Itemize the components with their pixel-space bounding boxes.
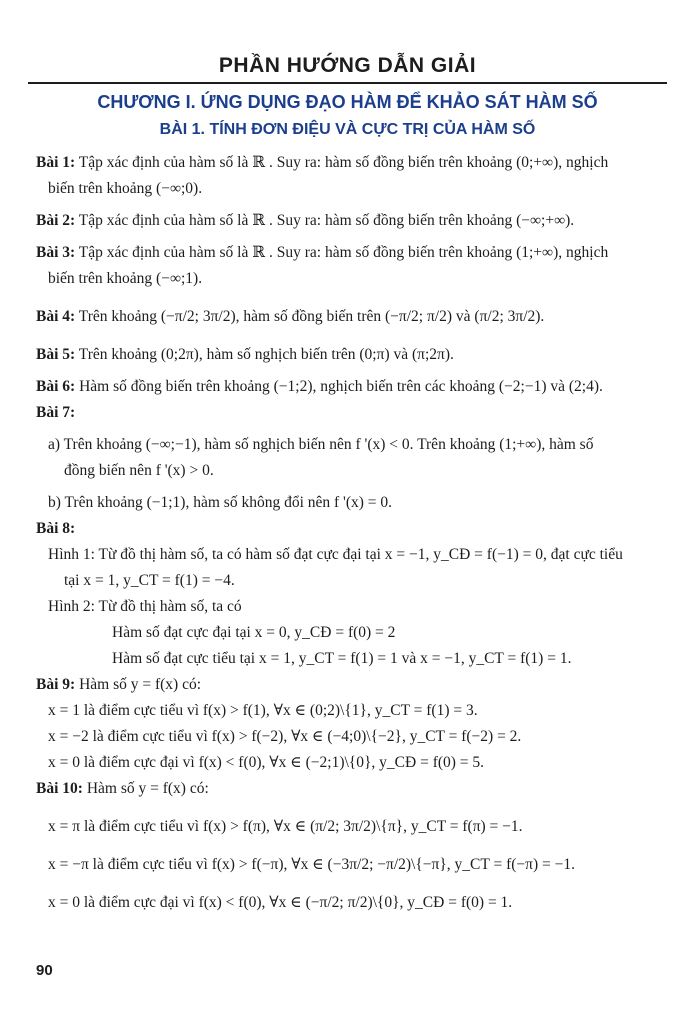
line-text: Hình 1: Từ đồ thị hàm số, ta có hàm số đạt cực đại tại x = −1, y_CĐ = f(−1) = 0, đạt cực tiểu bbox=[48, 546, 623, 563]
text-line bbox=[36, 890, 668, 916]
solutions-body bbox=[36, 150, 668, 916]
line-text: Hình 2: Từ đồ thị hàm số, ta có bbox=[48, 598, 242, 615]
line-text: Trên khoảng (−π/2; 3π/2), hàm số đồng biến trên (−π/2; π/2) và (π/2; 3π/2). bbox=[75, 308, 545, 325]
line-text: x = π là điểm cực tiểu vì f(x) > f(π), ∀x ∈ (π/2; 3π/2)\{π}, y_CT = f(π) = −1. bbox=[48, 818, 523, 835]
text-line bbox=[36, 568, 668, 594]
page-number: 90 bbox=[36, 962, 53, 979]
exercise-label: Bài 1: bbox=[36, 154, 76, 171]
line-text: Hàm số y = f(x) có: bbox=[75, 676, 202, 693]
line-text: đồng biến nên f '(x) > 0. bbox=[64, 462, 214, 479]
lesson-heading: BÀI 1. TÍNH ĐƠN ĐIỆU VÀ CỰC TRỊ CỦA HÀM SỐ bbox=[159, 121, 536, 138]
exercise-label: Bài 8: bbox=[36, 520, 76, 537]
text-line bbox=[36, 266, 668, 292]
text-line bbox=[36, 776, 668, 802]
line-text: Tập xác định của hàm số là ℝ . Suy ra: hàm số đồng biến trên khoảng (−∞;+∞). bbox=[75, 212, 575, 229]
line-text: tại x = 1, y_CT = f(1) = −4. bbox=[64, 572, 235, 589]
line-text: biến trên khoảng (−∞;1). bbox=[48, 270, 203, 287]
text-line bbox=[36, 240, 668, 266]
line-text: x = −2 là điểm cực tiểu vì f(x) > f(−2), ∀x ∈ (−4;0)\{−2}, y_CT = f(−2) = 2. bbox=[48, 728, 522, 745]
exercise-label: Bài 5: bbox=[36, 346, 76, 363]
text-line bbox=[36, 516, 668, 542]
text-line bbox=[36, 150, 668, 176]
line-text: Trên khoảng (0;2π), hàm số nghịch biến trên (0;π) và (π;2π). bbox=[75, 346, 454, 363]
main-title: PHẦN HƯỚNG DẪN GIẢI bbox=[218, 54, 477, 77]
line-text: Tập xác định của hàm số là ℝ . Suy ra: hàm số đồng biến trên khoảng (1;+∞), nghịch bbox=[75, 244, 609, 261]
exercise-label: Bài 10: bbox=[36, 780, 83, 797]
line-text: b) Trên khoảng (−1;1), hàm số không đổi nên f '(x) = 0. bbox=[48, 494, 393, 511]
text-line bbox=[36, 724, 668, 750]
text-line bbox=[36, 176, 668, 202]
exercise-label: Bài 9: bbox=[36, 676, 76, 693]
text-line bbox=[36, 374, 668, 400]
line-text: Tập xác định của hàm số là ℝ . Suy ra: hàm số đồng biến trên khoảng (0;+∞), nghịch bbox=[75, 154, 609, 171]
text-line bbox=[36, 304, 668, 330]
text-line bbox=[36, 750, 668, 776]
line-text: Hàm số đạt cực đại tại x = 0, y_CĐ = f(0) = 2 bbox=[112, 624, 396, 641]
title-rule bbox=[28, 82, 667, 84]
text-line bbox=[36, 342, 668, 368]
text-line bbox=[36, 646, 668, 672]
chapter-heading: CHƯƠNG I. ỨNG DỤNG ĐẠO HÀM ĐỂ KHẢO SÁT HÀM SỐ bbox=[97, 92, 598, 112]
line-text: Hàm số y = f(x) có: bbox=[82, 780, 209, 797]
text-line bbox=[36, 208, 668, 234]
text-line bbox=[36, 814, 668, 840]
exercise-label: Bài 4: bbox=[36, 308, 76, 325]
text-line bbox=[36, 852, 668, 878]
line-text: x = 0 là điểm cực đại vì f(x) < f(0), ∀x ∈ (−2;1)\{0}, y_CĐ = f(0) = 5. bbox=[48, 754, 485, 771]
text-line bbox=[36, 400, 668, 426]
text-line bbox=[36, 458, 668, 484]
text-line bbox=[36, 698, 668, 724]
text-line bbox=[36, 490, 668, 516]
line-text: x = −π là điểm cực tiểu vì f(x) > f(−π), ∀x ∈ (−3π/2; −π/2)\{−π}, y_CT = f(−π) = −1. bbox=[48, 856, 575, 873]
line-text: x = 0 là điểm cực đại vì f(x) < f(0), ∀x ∈ (−π/2; π/2)\{0}, y_CĐ = f(0) = 1. bbox=[48, 894, 513, 911]
line-text: Hàm số đồng biến trên khoảng (−1;2), nghịch biến trên các khoảng (−2;−1) và (2;4). bbox=[75, 378, 603, 395]
line-text: biến trên khoảng (−∞;0). bbox=[48, 180, 203, 197]
line-text: Hàm số đạt cực tiểu tại x = 1, y_CT = f(1) = 1 và x = −1, y_CT = f(1) = 1. bbox=[112, 650, 572, 667]
line-text: x = 1 là điểm cực tiểu vì f(x) > f(1), ∀x ∈ (0;2)\{1}, y_CT = f(1) = 3. bbox=[48, 702, 478, 719]
text-line bbox=[36, 432, 668, 458]
exercise-label: Bài 2: bbox=[36, 212, 76, 229]
text-line bbox=[36, 542, 668, 568]
exercise-label: Bài 6: bbox=[36, 378, 76, 395]
text-line bbox=[36, 620, 668, 646]
line-text: a) Trên khoảng (−∞;−1), hàm số nghịch biến nên f '(x) < 0. Trên khoảng (1;+∞), hàm số bbox=[48, 436, 594, 453]
text-line bbox=[36, 594, 668, 620]
exercise-label: Bài 3: bbox=[36, 244, 76, 261]
text-line bbox=[36, 672, 668, 698]
exercise-label: Bài 7: bbox=[36, 404, 76, 421]
